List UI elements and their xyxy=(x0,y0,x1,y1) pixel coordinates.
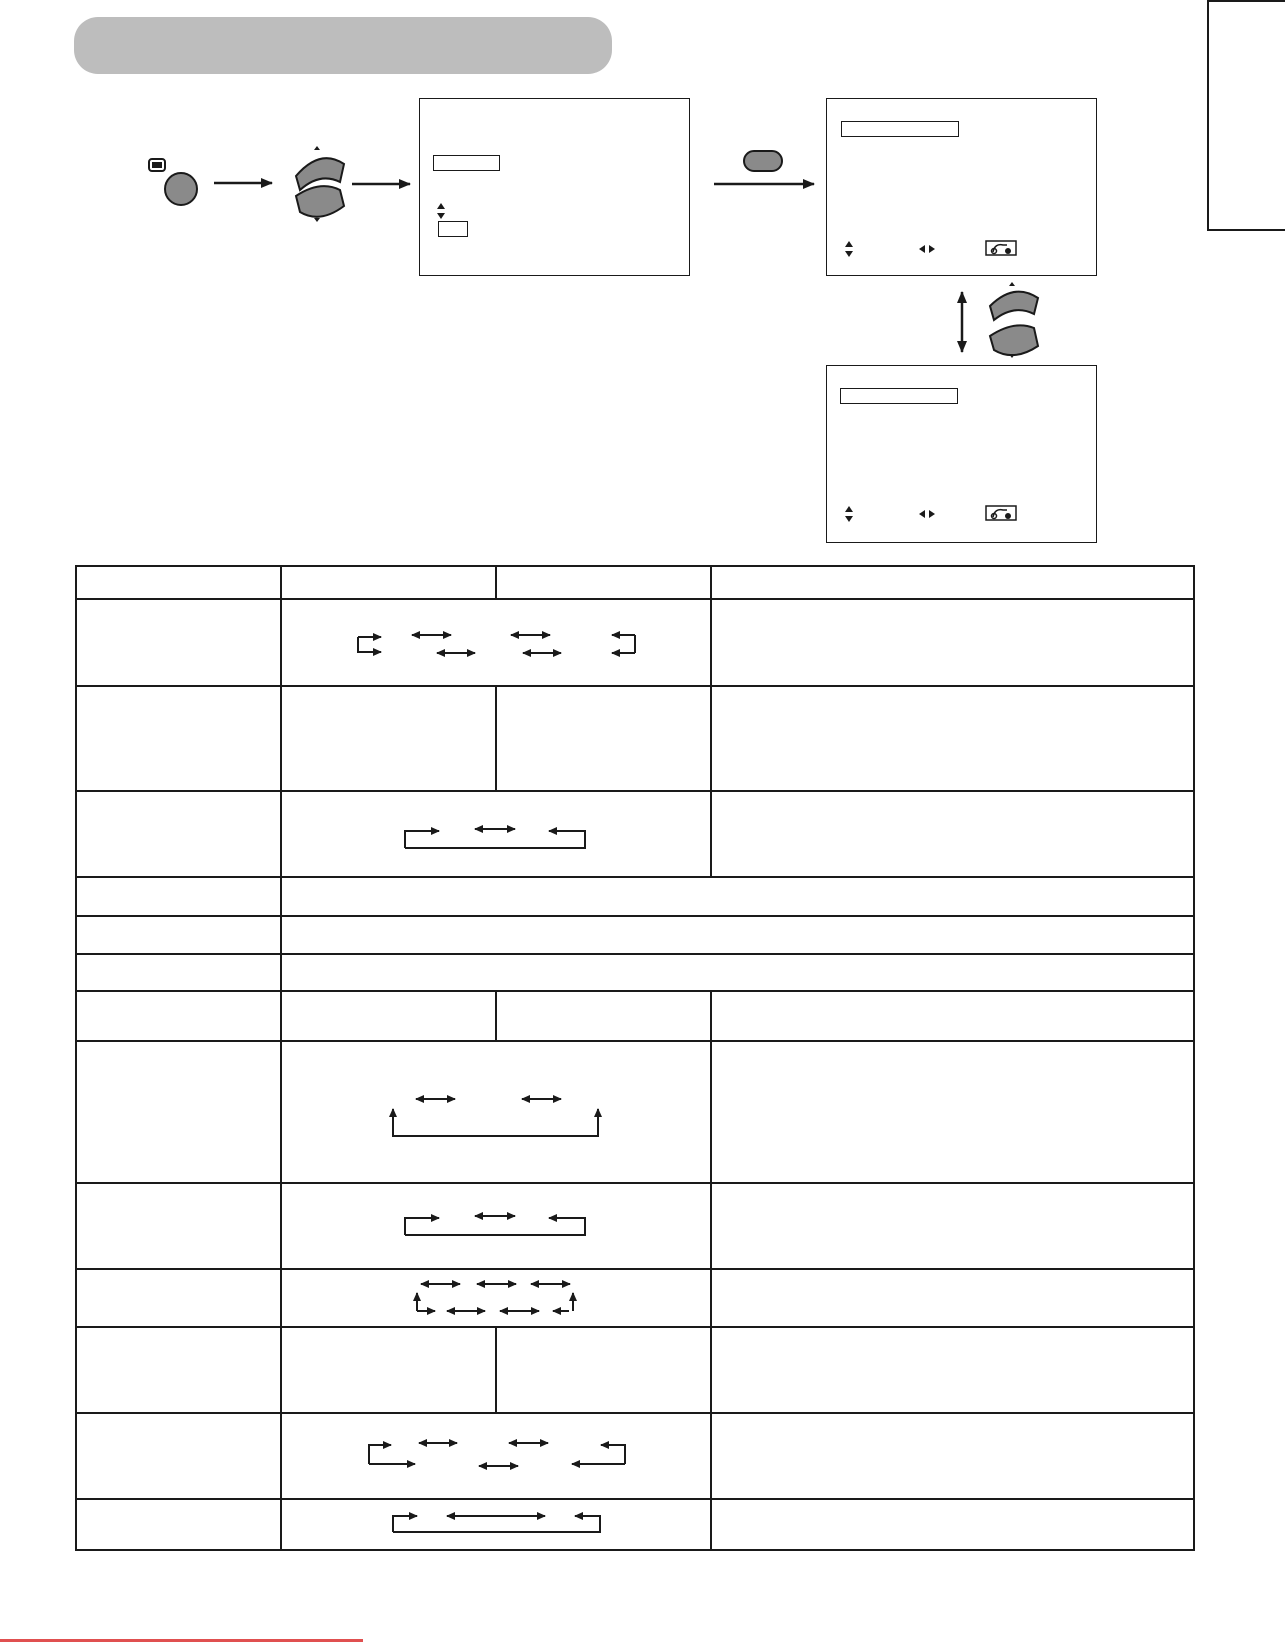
menu-screen xyxy=(419,98,690,276)
setup-screen-2 xyxy=(826,365,1097,543)
cycle-diagram-2 xyxy=(405,829,585,848)
down-button-2[interactable] xyxy=(990,325,1038,355)
left-right-hint-icon xyxy=(919,244,935,254)
cycle-diagram-6 xyxy=(369,1443,625,1466)
menu-highlight xyxy=(433,155,500,171)
cycle-diagram-1 xyxy=(358,635,635,653)
cycle-diagram-3 xyxy=(393,1099,598,1136)
up-indicator-icon-2 xyxy=(1009,282,1015,286)
settings-table xyxy=(75,565,1195,1551)
return-key-icon xyxy=(985,240,1017,256)
setup-title-highlight xyxy=(841,121,959,137)
up-down-rocker[interactable] xyxy=(296,146,344,222)
setup-title-highlight-2 xyxy=(840,388,958,404)
select-button[interactable] xyxy=(744,151,782,171)
left-right-hint-icon xyxy=(919,509,935,519)
up-button[interactable] xyxy=(296,158,344,190)
up-down-hint-icon xyxy=(844,241,854,257)
select-key-box xyxy=(438,221,468,237)
cycle-diagram-5 xyxy=(417,1284,573,1311)
down-button[interactable] xyxy=(296,186,344,217)
up-down-rocker-2[interactable] xyxy=(990,282,1038,358)
down-indicator-icon xyxy=(314,218,320,222)
cycle-diagram-4 xyxy=(405,1216,585,1235)
up-indicator-icon xyxy=(314,146,320,150)
page-footer-rule xyxy=(0,1639,363,1642)
up-down-hint-icon xyxy=(844,506,854,522)
up-down-hint-icon xyxy=(436,203,446,219)
setup-screen-1 xyxy=(826,98,1097,276)
menu-icon xyxy=(149,159,165,171)
cycle-diagram-7 xyxy=(393,1516,600,1532)
menu-button[interactable] xyxy=(165,173,197,205)
return-key-icon xyxy=(985,505,1017,521)
up-button-2[interactable] xyxy=(990,292,1038,320)
